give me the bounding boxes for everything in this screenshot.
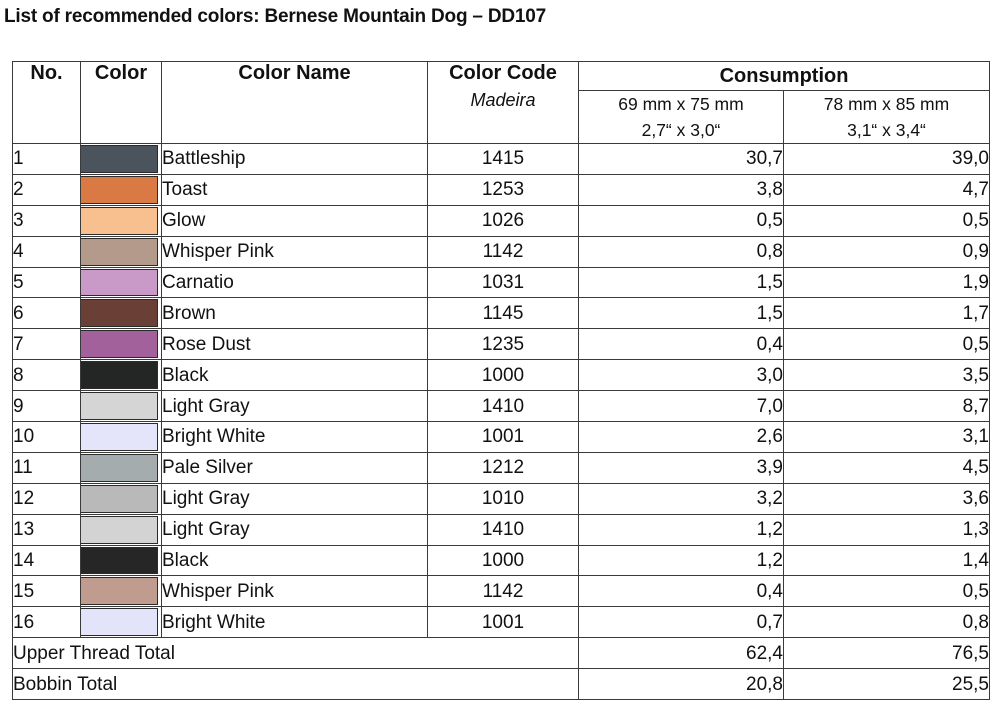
row-number: 5	[13, 267, 81, 298]
row-number: 7	[13, 329, 81, 360]
color-name: Rose Dust	[162, 329, 428, 360]
consumption-large: 39,0	[784, 144, 990, 175]
table-row	[13, 422, 990, 453]
color-name: Pale Silver	[162, 452, 428, 483]
consumption-small: 3,0	[579, 360, 784, 391]
row-number: 13	[13, 514, 81, 545]
consumption-large: 1,4	[784, 545, 990, 576]
consumption-small: 1,5	[579, 267, 784, 298]
color-swatch-cell	[81, 391, 162, 422]
row-number: 11	[13, 452, 81, 483]
table-row	[13, 144, 990, 175]
header-size-small	[579, 91, 784, 144]
consumption-small: 30,7	[579, 144, 784, 175]
table-row	[13, 329, 990, 360]
header-no: No.	[13, 62, 81, 144]
consumption-large: 0,5	[784, 329, 990, 360]
row-number: 12	[13, 483, 81, 514]
color-swatch	[81, 547, 159, 575]
table-row	[13, 298, 990, 329]
color-code: 1142	[428, 576, 579, 607]
color-code: 1000	[428, 360, 579, 391]
consumption-large: 3,1	[784, 422, 990, 453]
color-code: 1001	[428, 422, 579, 453]
table-row	[13, 391, 990, 422]
header-size-large-in: 3,1“ x 3,4“	[847, 120, 926, 140]
consumption-small: 2,6	[579, 422, 784, 453]
color-swatch-cell	[81, 329, 162, 360]
color-swatch-cell	[81, 545, 162, 576]
consumption-large: 3,6	[784, 483, 990, 514]
consumption-small: 3,9	[579, 452, 784, 483]
header-color-name: Color Name	[162, 62, 428, 144]
total-label: Upper Thread Total	[13, 638, 579, 669]
color-name: Light Gray	[162, 514, 428, 545]
row-number: 9	[13, 391, 81, 422]
header-size-small-in: 2,7“ x 3,0“	[641, 120, 721, 140]
color-swatch	[81, 516, 159, 544]
color-code: 1026	[428, 205, 579, 236]
consumption-small: 3,2	[579, 483, 784, 514]
color-swatch	[81, 485, 159, 513]
color-swatch	[81, 330, 159, 358]
consumption-large: 4,5	[784, 452, 990, 483]
total-large: 25,5	[784, 669, 990, 700]
color-swatch	[81, 361, 159, 389]
color-swatch	[81, 454, 159, 482]
consumption-large: 0,8	[784, 607, 990, 638]
color-swatch-cell	[81, 607, 162, 638]
consumption-small: 0,4	[579, 576, 784, 607]
color-code: 1410	[428, 514, 579, 545]
color-swatch-cell	[81, 576, 162, 607]
color-code: 1145	[428, 298, 579, 329]
color-swatch-cell	[81, 483, 162, 514]
total-label: Bobbin Total	[13, 669, 579, 700]
color-name: Whisper Pink	[162, 236, 428, 267]
color-swatch-cell	[81, 144, 162, 175]
consumption-large: 4,7	[784, 174, 990, 205]
row-number: 3	[13, 205, 81, 236]
total-small: 62,4	[579, 638, 784, 669]
color-swatch	[81, 423, 159, 451]
color-swatch-cell	[81, 422, 162, 453]
color-swatch	[81, 238, 159, 266]
total-row	[13, 638, 990, 669]
color-name: Bright White	[162, 422, 428, 453]
row-number: 14	[13, 545, 81, 576]
header-consumption: Consumption	[579, 62, 990, 91]
row-number: 16	[13, 607, 81, 638]
consumption-large: 1,3	[784, 514, 990, 545]
page-title: List of recommended colors: Bernese Mountain Dog – DD107	[4, 6, 547, 27]
table-row	[13, 452, 990, 483]
color-swatch	[81, 299, 159, 327]
table-row	[13, 483, 990, 514]
color-swatch-cell	[81, 452, 162, 483]
color-name: Light Gray	[162, 391, 428, 422]
color-code: 1415	[428, 144, 579, 175]
consumption-large: 0,5	[784, 576, 990, 607]
header-color: Color	[81, 62, 162, 144]
color-name: Black	[162, 545, 428, 576]
color-swatch	[81, 145, 159, 173]
row-number: 4	[13, 236, 81, 267]
color-code: 1142	[428, 236, 579, 267]
consumption-large: 1,9	[784, 267, 990, 298]
header-color-code-brand: Madeira	[470, 90, 536, 110]
color-swatch	[81, 577, 159, 605]
color-swatch-cell	[81, 174, 162, 205]
total-row	[13, 669, 990, 700]
consumption-large: 0,9	[784, 236, 990, 267]
table-row	[13, 236, 990, 267]
color-code: 1001	[428, 607, 579, 638]
color-swatch	[81, 392, 159, 420]
color-name: Brown	[162, 298, 428, 329]
table-row	[13, 360, 990, 391]
row-number: 2	[13, 174, 81, 205]
color-name: Bright White	[162, 607, 428, 638]
consumption-large: 1,7	[784, 298, 990, 329]
table-row	[13, 174, 990, 205]
row-number: 15	[13, 576, 81, 607]
table-row	[13, 205, 990, 236]
color-swatch-cell	[81, 236, 162, 267]
row-number: 8	[13, 360, 81, 391]
header-size-large-mm: 78 mm x 85 mm	[823, 94, 950, 114]
table-row	[13, 514, 990, 545]
consumption-large: 0,5	[784, 205, 990, 236]
color-name: Black	[162, 360, 428, 391]
recommended-colors-table	[12, 61, 990, 700]
color-swatch	[81, 608, 159, 636]
color-swatch	[81, 269, 159, 297]
color-swatch	[81, 176, 159, 204]
color-name: Glow	[162, 205, 428, 236]
table-body	[13, 144, 990, 700]
color-code: 1410	[428, 391, 579, 422]
color-code: 1010	[428, 483, 579, 514]
color-name: Light Gray	[162, 483, 428, 514]
color-swatch-cell	[81, 298, 162, 329]
consumption-small: 7,0	[579, 391, 784, 422]
color-code: 1212	[428, 452, 579, 483]
header-color-code-label: Color Code	[449, 62, 557, 84]
consumption-small: 0,4	[579, 329, 784, 360]
row-number: 1	[13, 144, 81, 175]
table-row	[13, 607, 990, 638]
table-row	[13, 576, 990, 607]
header-size-large	[784, 91, 990, 144]
consumption-small: 3,8	[579, 174, 784, 205]
consumption-large: 3,5	[784, 360, 990, 391]
consumption-small: 1,2	[579, 514, 784, 545]
row-number: 10	[13, 422, 81, 453]
color-swatch-cell	[81, 205, 162, 236]
header-size-small-mm: 69 mm x 75 mm	[618, 94, 744, 114]
consumption-small: 0,7	[579, 607, 784, 638]
color-name: Toast	[162, 174, 428, 205]
consumption-small: 1,2	[579, 545, 784, 576]
table-row	[13, 545, 990, 576]
header-color-code	[428, 62, 579, 144]
consumption-small: 0,5	[579, 205, 784, 236]
color-swatch	[81, 207, 159, 235]
color-code: 1253	[428, 174, 579, 205]
total-small: 20,8	[579, 669, 784, 700]
consumption-large: 8,7	[784, 391, 990, 422]
color-swatch-cell	[81, 514, 162, 545]
color-name: Carnatio	[162, 267, 428, 298]
color-code: 1235	[428, 329, 579, 360]
header-row	[13, 62, 990, 91]
table-row	[13, 267, 990, 298]
color-name: Battleship	[162, 144, 428, 175]
total-large: 76,5	[784, 638, 990, 669]
color-code: 1000	[428, 545, 579, 576]
color-name: Whisper Pink	[162, 576, 428, 607]
consumption-small: 0,8	[579, 236, 784, 267]
row-number: 6	[13, 298, 81, 329]
color-swatch-cell	[81, 360, 162, 391]
consumption-small: 1,5	[579, 298, 784, 329]
color-code: 1031	[428, 267, 579, 298]
color-swatch-cell	[81, 267, 162, 298]
